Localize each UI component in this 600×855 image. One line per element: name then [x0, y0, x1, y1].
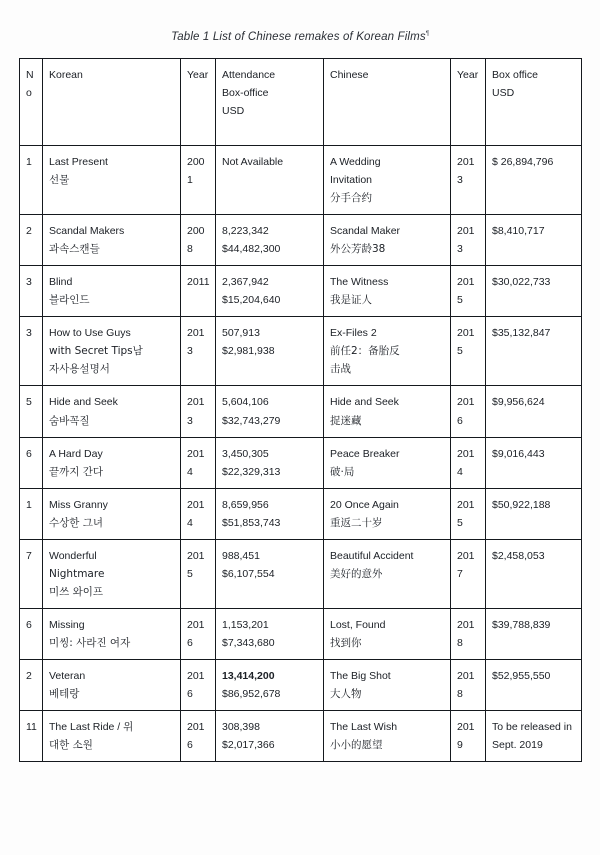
cell-box-office [486, 146, 582, 215]
korean-box-office: $7,343,680 [222, 636, 275, 649]
chinese-title-cn: 找到你 [330, 636, 362, 649]
cell-year-chinese [451, 317, 486, 386]
attendance-count: 5,604,106 [222, 396, 269, 409]
korean-release-year: 2013 [187, 327, 205, 358]
chinese-release-year: 2016 [457, 396, 475, 427]
chinese-box-office: $2,458,053 [492, 549, 545, 562]
cell-korean-title [43, 386, 181, 437]
korean-title-kr: 블라인드 [49, 294, 90, 307]
attendance-count: 1,153,201 [222, 618, 269, 631]
korean-title-en: Miss Granny [49, 498, 108, 511]
table-container [19, 58, 581, 762]
cell-chinese-title [324, 317, 451, 386]
cell-box-office [486, 659, 582, 710]
korean-release-year: 2015 [187, 549, 205, 580]
table-header-row [20, 59, 582, 146]
cell-no [20, 266, 43, 317]
chinese-release-year: 2017 [457, 549, 475, 580]
cell-year-chinese [451, 608, 486, 659]
cell-box-office [486, 488, 582, 539]
cell-year-korean [181, 659, 216, 710]
cell-year-korean [181, 266, 216, 317]
row-number: 6 [26, 447, 32, 460]
chinese-box-office: $35,132,847 [492, 327, 551, 340]
row-number: 1 [26, 498, 32, 511]
cell-korean-title [43, 711, 181, 762]
chinese-release-year: 2015 [457, 498, 475, 529]
attendance-count: 13,414,200 [222, 669, 275, 682]
korean-release-year: 2014 [187, 498, 205, 529]
chinese-box-office: $9,016,443 [492, 447, 545, 460]
korean-box-office: $2,981,938 [222, 345, 275, 358]
cell-box-office [486, 539, 582, 608]
column-header-no: No [20, 59, 43, 146]
korean-box-office: $86,952,678 [222, 688, 281, 701]
table-row [20, 659, 582, 710]
cell-year-korean [181, 608, 216, 659]
korean-release-year: 2011 [187, 276, 210, 289]
chinese-release-year: 2015 [457, 276, 475, 307]
attendance-count: 507,913 [222, 327, 260, 340]
chinese-release-year: 2018 [457, 669, 475, 701]
korean-title-kr: with Secret Tips남 [49, 345, 143, 358]
cell-chinese-title [324, 215, 451, 266]
cell-box-office [486, 711, 582, 762]
table-row [20, 386, 582, 437]
korean-title-kr: 대한 소원 [49, 739, 93, 752]
korean-title-en: Veteran [49, 669, 86, 682]
korean-release-year: 2014 [187, 447, 205, 478]
cell-attendance [216, 711, 324, 762]
cell-no [20, 437, 43, 488]
chinese-title-cn: 小小的愿望 [330, 739, 383, 752]
korean-box-office: $51,853,743 [222, 516, 281, 529]
chinese-release-year: 2013 [457, 156, 475, 187]
korean-box-office: $44,482,300 [222, 243, 281, 256]
cell-box-office [486, 608, 582, 659]
cell-year-chinese [451, 539, 486, 608]
footnote-marker: ¶ [425, 30, 429, 37]
cell-box-office [486, 266, 582, 317]
korean-title-en: A Hard Day [49, 447, 103, 460]
chinese-title-cn: 美好的意外 [330, 567, 383, 580]
table-row [20, 317, 582, 386]
row-number: 1 [26, 156, 32, 168]
chinese-title-en: 20 Once Again [330, 498, 399, 511]
korean-title-kr: 끝까지 간다 [49, 465, 104, 478]
cell-attendance [216, 488, 324, 539]
cell-attendance [216, 266, 324, 317]
korean-title-kr: Nightmare [49, 567, 105, 580]
korean-release-year: 2008 [187, 225, 205, 256]
cell-chinese-title [324, 146, 451, 215]
cell-no [20, 215, 43, 266]
cell-year-chinese [451, 488, 486, 539]
table-row [20, 146, 582, 215]
cell-no [20, 386, 43, 437]
row-number: 3 [26, 276, 32, 289]
cell-year-chinese [451, 659, 486, 710]
cell-korean-title [43, 266, 181, 317]
chinese-title-en: Beautiful Accident [330, 549, 414, 562]
table-caption [0, 30, 600, 43]
attendance-count: Not Available [222, 156, 284, 168]
chinese-title-en: Lost, Found [330, 618, 386, 631]
attendance-count: 8,223,342 [222, 225, 269, 238]
cell-chinese-title [324, 437, 451, 488]
cell-chinese-title [324, 659, 451, 710]
table-row [20, 608, 582, 659]
cell-year-korean [181, 215, 216, 266]
chinese-title-cn: 破·局 [330, 465, 355, 478]
cell-year-chinese [451, 711, 486, 762]
chinese-title-en: The Big Shot [330, 669, 391, 682]
row-number: 2 [26, 669, 32, 682]
korean-box-office: $6,107,554 [222, 567, 275, 580]
cell-year-chinese [451, 437, 486, 488]
chinese-box-office: $39,788,839 [492, 618, 551, 631]
chinese-title-en: Peace Breaker [330, 447, 400, 460]
row-number: 2 [26, 225, 32, 238]
attendance-count: 3,450,305 [222, 447, 269, 460]
table-row [20, 266, 582, 317]
table-body [20, 146, 582, 762]
chinese-box-office: To be released in Sept. 2019 [492, 721, 572, 752]
korean-title-kr: 미씽: 사라진 여자 [49, 636, 131, 649]
korean-box-office: $22,329,313 [222, 465, 281, 478]
row-number: 7 [26, 549, 32, 562]
cell-chinese-title [324, 386, 451, 437]
chinese-release-year: 2013 [457, 225, 475, 256]
cell-korean-title [43, 146, 181, 215]
korean-title-en: Wonderful [49, 549, 97, 562]
korean-release-year: 2001 [187, 156, 205, 187]
column-header-year-chinese: Year [451, 59, 486, 146]
chinese-release-year: 2014 [457, 447, 475, 478]
column-header-box-office: Box office USD [486, 59, 582, 146]
cell-year-korean [181, 146, 216, 215]
chinese-release-year: 2019 [457, 721, 475, 752]
attendance-count: 8,659,956 [222, 498, 269, 511]
cell-year-korean [181, 488, 216, 539]
column-header-chinese: Chinese [324, 59, 451, 146]
chinese-title-cn: 重返二十岁 [330, 516, 383, 529]
cell-korean-title [43, 659, 181, 710]
column-header-korean: Korean [43, 59, 181, 146]
cell-year-korean [181, 539, 216, 608]
cell-chinese-title [324, 266, 451, 317]
attendance-count: 308,398 [222, 721, 260, 734]
table-header [20, 59, 582, 146]
column-header-year-korean: Year [181, 59, 216, 146]
cell-attendance [216, 659, 324, 710]
chinese-box-office: $9,956,624 [492, 396, 545, 409]
korean-title-kr: 선물 [49, 174, 70, 187]
chinese-title-cn: 我是证人 [330, 294, 372, 307]
korean-title-en: Scandal Makers [49, 225, 125, 238]
korean-title-en: Blind [49, 276, 73, 289]
cell-no [20, 659, 43, 710]
cell-no [20, 539, 43, 608]
cell-korean-title [43, 437, 181, 488]
cell-chinese-title [324, 539, 451, 608]
korean-box-office: $2,017,366 [222, 739, 275, 752]
chinese-box-office: $50,922,188 [492, 498, 551, 511]
korean-box-office: $15,204,640 [222, 294, 281, 307]
cell-attendance [216, 608, 324, 659]
chinese-title-cn: 捉迷藏 [330, 414, 362, 427]
cell-attendance [216, 539, 324, 608]
chinese-title-en: Scandal Maker [330, 225, 401, 238]
cell-year-chinese [451, 386, 486, 437]
cell-korean-title [43, 488, 181, 539]
row-number: 6 [26, 618, 32, 631]
korean-title-en: Missing [49, 618, 85, 631]
cell-box-office [486, 317, 582, 386]
korean-release-year: 2016 [187, 721, 205, 752]
cell-year-korean [181, 437, 216, 488]
korean-title-kr: 과속스캔들 [49, 243, 100, 256]
cell-no [20, 488, 43, 539]
cell-year-korean [181, 386, 216, 437]
cell-year-chinese [451, 215, 486, 266]
korean-release-year: 2016 [187, 618, 205, 649]
cell-chinese-title [324, 711, 451, 762]
korean-title-kr2: 자사용설명서 [49, 363, 110, 376]
cell-attendance [216, 437, 324, 488]
korean-title-kr: 수상한 그녀 [49, 516, 104, 529]
chinese-box-office: $ 26,894,796 [492, 156, 554, 168]
chinese-remakes-table [19, 58, 582, 762]
cell-attendance [216, 146, 324, 215]
chinese-title-cn: 前任2：备胎反 [330, 345, 400, 358]
chinese-title-en: Hide and Seek [330, 396, 399, 409]
chinese-title-cn: 分手合约 [330, 192, 372, 205]
korean-title-en: The Last Ride / 위 [49, 721, 134, 734]
chinese-box-office: $52,955,550 [492, 669, 551, 682]
cell-korean-title [43, 215, 181, 266]
cell-korean-title [43, 317, 181, 386]
chinese-release-year: 2018 [457, 618, 475, 649]
cell-year-korean [181, 711, 216, 762]
korean-title-kr: 숨바꼭질 [49, 414, 90, 427]
chinese-title-cn: 大人物 [330, 688, 362, 701]
korean-title-en: Hide and Seek [49, 396, 118, 409]
korean-title-en: How to Use Guys [49, 327, 131, 340]
row-number: 3 [26, 327, 32, 340]
row-number: 5 [26, 396, 32, 409]
chinese-title-en: The Last Wish [330, 721, 398, 734]
korean-release-year: 2013 [187, 396, 205, 427]
table-row [20, 437, 582, 488]
chinese-title-en: The Witness [330, 276, 389, 289]
korean-title-kr: 베테랑 [49, 688, 80, 701]
cell-chinese-title [324, 488, 451, 539]
chinese-box-office: $30,022,733 [492, 276, 551, 289]
cell-box-office [486, 386, 582, 437]
cell-year-chinese [451, 266, 486, 317]
table-row [20, 539, 582, 608]
table-caption-text: Table 1 List of Chinese remakes of Korean Films [171, 30, 426, 43]
chinese-title-cn2: 击战 [330, 363, 351, 376]
korean-release-year: 2016 [187, 669, 205, 701]
chinese-title-en: A Wedding [330, 156, 381, 168]
table-row [20, 215, 582, 266]
column-header-attendance: Attendance Box-office USD [216, 59, 324, 146]
cell-attendance [216, 215, 324, 266]
cell-box-office [486, 437, 582, 488]
cell-korean-title [43, 539, 181, 608]
cell-attendance [216, 386, 324, 437]
table-row [20, 488, 582, 539]
cell-attendance [216, 317, 324, 386]
chinese-title-cn: 外公芳龄38 [330, 243, 386, 256]
cell-no [20, 317, 43, 386]
attendance-count: 2,367,942 [222, 276, 269, 289]
cell-no [20, 146, 43, 215]
row-number: 11 [26, 721, 37, 734]
cell-year-korean [181, 317, 216, 386]
cell-year-chinese [451, 146, 486, 215]
chinese-box-office: $8,410,717 [492, 225, 545, 238]
cell-korean-title [43, 608, 181, 659]
cell-box-office [486, 215, 582, 266]
attendance-count: 988,451 [222, 549, 260, 562]
cell-no [20, 711, 43, 762]
korean-title-en: Last Present [49, 156, 108, 168]
chinese-release-year: 2015 [457, 327, 475, 358]
korean-title-kr2: 미쓰 와이프 [49, 585, 104, 598]
chinese-title-en2: Invitation [330, 174, 373, 187]
korean-box-office: $32,743,279 [222, 414, 281, 427]
cell-chinese-title [324, 608, 451, 659]
chinese-title-en: Ex-Files 2 [330, 327, 377, 340]
table-row [20, 711, 582, 762]
cell-no [20, 608, 43, 659]
